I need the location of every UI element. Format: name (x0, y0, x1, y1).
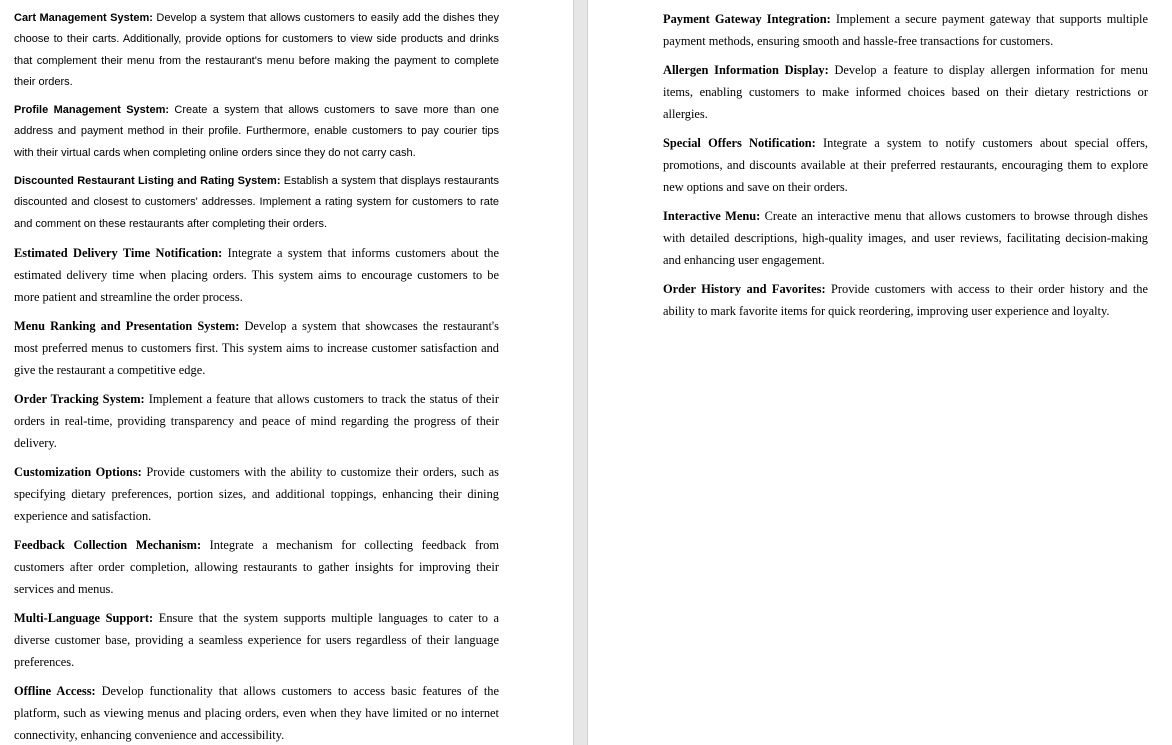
feature-term: Order History and Favorites: (663, 282, 826, 296)
feature-term: Interactive Menu: (663, 209, 761, 223)
feature-term: Allergen Information Display: (663, 63, 829, 77)
feature-description: Develop functionality that allows customers to access basic features of the platform, such as viewing menus and placing orders, even when they have limited or no internet connectivity, enhancing convenience and accessibility. (14, 683, 499, 742)
feature-term: Profile Management System: (14, 104, 170, 117)
feature-paragraph (14, 315, 499, 381)
feature-description: Develop a system that showcases the restaurant's most preferred menus to customers first. This system aims to increase customer satisfaction and give the restaurant a competitive edge. (14, 318, 499, 377)
feature-term: Order Tracking System: (14, 391, 145, 406)
feature-description: Implement a secure payment gateway that supports multiple payment methods, ensuring smooth and hassle-free transactions for customers. (663, 12, 1148, 48)
document-page-right[interactable] (588, 0, 1172, 745)
feature-term: Menu Ranking and Presentation System: (14, 318, 240, 333)
feature-term: Cart Management System: (14, 12, 153, 24)
feature-paragraph (14, 388, 499, 454)
feature-paragraph (14, 100, 499, 164)
feature-term: Discounted Restaurant Listing and Rating System: (14, 175, 281, 188)
feature-paragraph (663, 59, 1148, 125)
feature-description: Provide customers with the ability to customize their orders, such as specifying dietary preferences, portion sizes, and additional toppings, enhancing their dining experience and satisfaction. (14, 464, 499, 523)
feature-term: Payment Gateway Integration: (663, 12, 831, 26)
feature-description: Develop a system that allows customers to easily add the dishes they choose to their carts. Additionally, provide options for customers to view side products and drinks that complement their menu from the restaurant's menu before making the payment to complete their orders. (14, 12, 499, 88)
feature-term: Estimated Delivery Time Notification: (14, 245, 223, 260)
page-gutter (573, 0, 588, 745)
feature-term: Special Offers Notification: (663, 136, 816, 150)
feature-paragraph (14, 534, 499, 600)
feature-description: Create an interactive menu that allows customers to browse through dishes with detailed descriptions, high-quality images, and user reviews, facilitating decision-making and enhancing user engagement. (663, 209, 1149, 267)
feature-paragraph (663, 132, 1148, 198)
feature-paragraph (14, 680, 499, 745)
feature-description: Implement a feature that allows customers to track the status of their orders in real-time, providing transparency and peace of mind regarding the progress of their delivery. (14, 391, 499, 450)
feature-term: Multi-Language Support: (14, 610, 154, 625)
feature-paragraph (663, 278, 1148, 322)
feature-description: Ensure that the system supports multiple languages to cater to a diverse customer base, providing a seamless experience for users regardless of their language preferences. (14, 610, 499, 669)
feature-description: Establish a system that displays restaurants discounted and closest to customers' addresses. Implement a rating system for customers to rate and comment on these restaurants after completing their orders. (14, 175, 499, 230)
feature-description: Create a system that allows customers to save more than one address and payment method in their profile. Furthermore, enable customers to pay courier tips with their virtual cards when completing online orders since they do not carry cash. (14, 104, 499, 159)
feature-description: Integrate a mechanism for collecting feedback from customers after order completion, allowing restaurants to gather insights for improving their services and menus. (14, 537, 499, 596)
feature-description: Integrate a system to notify customers about special offers, promotions, and discounts available at their preferred restaurants, encouraging them to explore new options and save on their orders. (663, 136, 1148, 194)
feature-term: Customization Options: (14, 464, 142, 479)
feature-paragraph (14, 607, 499, 673)
feature-description: Provide customers with access to their order history and the ability to mark favorite items for quick reordering, improving user experience and loyalty. (663, 282, 1148, 318)
feature-description: Develop a feature to display allergen information for menu items, enabling customers to make informed choices based on their dietary restrictions or allergies. (663, 63, 1149, 121)
feature-term: Feedback Collection Mechanism: (14, 537, 202, 552)
feature-paragraph (14, 8, 499, 93)
feature-paragraph (14, 171, 499, 235)
feature-paragraph (663, 8, 1148, 52)
feature-paragraph (14, 461, 499, 527)
feature-paragraph (14, 242, 499, 308)
document-page-left[interactable] (0, 0, 573, 745)
feature-term: Offline Access: (14, 683, 96, 698)
feature-description: Integrate a system that informs customers about the estimated delivery time when placing orders. This system aims to encourage customers to be more patient and streamline the order process. (14, 245, 499, 304)
feature-paragraph (663, 205, 1148, 271)
